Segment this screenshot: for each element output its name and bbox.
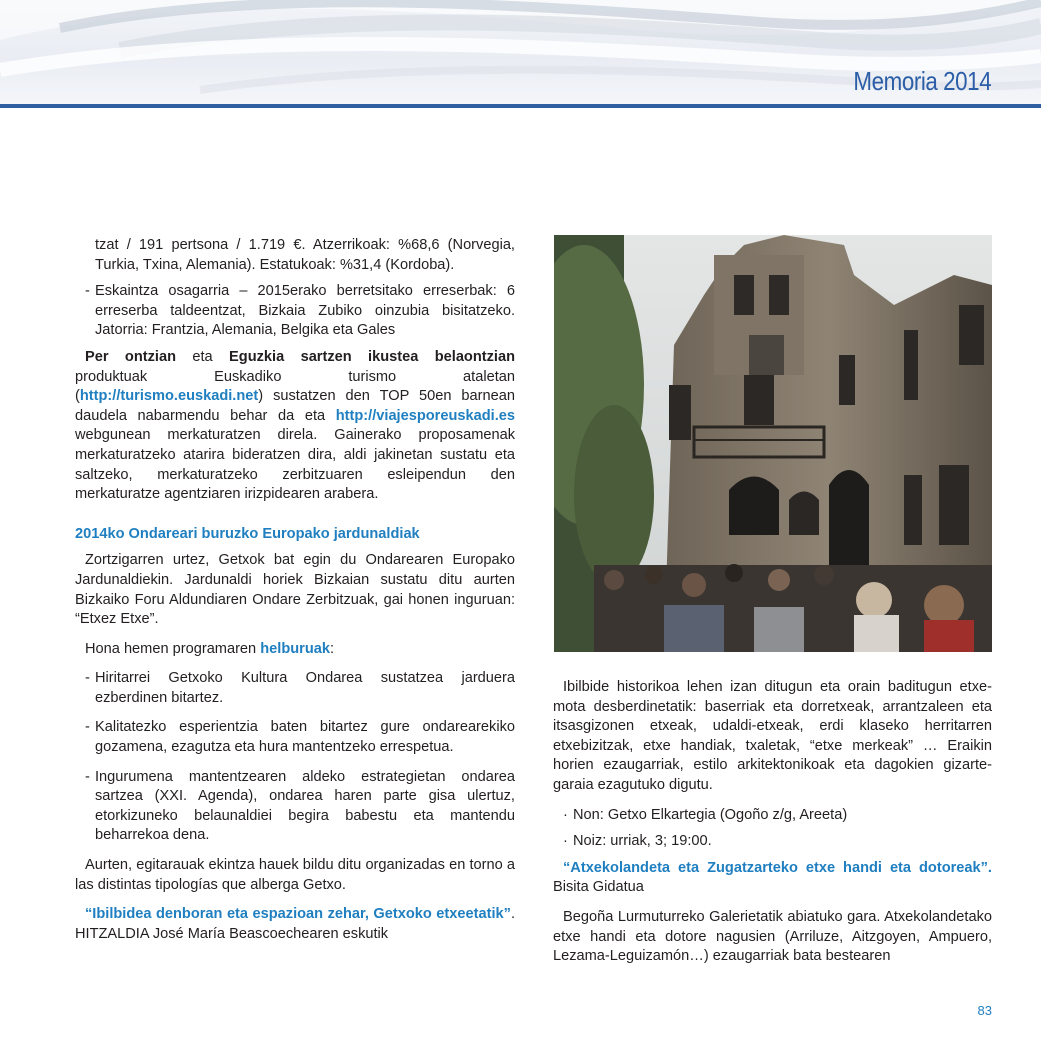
right-text-column [553, 678, 992, 967]
product-name: Per ontzian [85, 348, 176, 365]
building-photo [554, 235, 992, 652]
section-heading: 2014ko Ondareari buruzko Europako jardunaldiak [75, 525, 420, 542]
event-title: “Ibilbidea denboran eta espazioan zehar, Getxoko etxeetatik” [85, 906, 511, 923]
dot-bullet: · [563, 806, 568, 823]
highlight-term: helburuak [260, 640, 330, 657]
link-viajesporeuskadi[interactable]: http://viajesporeuskadi.es [335, 407, 515, 424]
event-title: “Atxekolandeta eta Zugatzarteko etxe handi eta dotoreak”. [563, 859, 992, 876]
list-item-continuation: tzat / 191 pertsona / 1.719 €. Atzerrikoak: %68,6 (Norvegia, Turkia, Txina, Alemania). Estatukoak: %31,4 (Kordoba). [95, 237, 515, 273]
paragraph: Aurten, egitarauak ekintza hauek bildu ditu organizadas en torno a las distintas tipologías que alberga Getxo. [75, 857, 515, 893]
list-item-text: Kalitatezko esperientzia baten bitartez gure ondarearekiko gozamena, ezagutza eta hura mantentzeko errespetua. [95, 719, 515, 756]
left-text-column [75, 236, 515, 944]
list-item-text: Noiz: urriak, 3; 19:00. [573, 833, 712, 850]
page-number: 83 [977, 1003, 992, 1018]
dash-bullet: - [85, 283, 90, 300]
list-item [75, 718, 515, 757]
list-item-text: Eskaintza osagarria – 2015erako berretsitako erreserbak: 6 erreserba taldeentzat, Bizkaia Zubiko oinzubia bisitatzeko. Jatorria: Frantzia, Alemania, Belgika eta Gales [95, 283, 515, 339]
paragraph: Ibilbide historikoa lehen izan ditugun eta orain baditugun etxe-mota desberdinetatik: baserriak eta dorretxeak, arrantzaleen eta itsasgizonen etxeak, udaldi-etxeak, erdi klaseko herritarren etxebizitzak, etxe handiak, txaletak, “etxe merkeak” … Eraikin horien ezaugarriak, estilo arkitektonikoak eta dagokien gizarte-garaia ezagutuko digutu. [553, 679, 992, 793]
text-run: Bisita Gidatua [553, 879, 644, 896]
text-run: webgunean merkaturatzen direla. Gainerako proposamenak merkaturatzeko atarira bideratzen dira, aldi jakinetan sustatu eta saltzeko, merkaturatzeko zerbitzuaren esleipendun den merkaturatze agentziaren irizpidearen arabera. [75, 427, 515, 503]
text-run: eta [175, 348, 230, 365]
dash-bullet: - [85, 719, 90, 736]
list-item [75, 768, 515, 846]
link-turismo-euskadi[interactable]: http://turismo.euskadi.net [79, 388, 259, 405]
page-header [0, 0, 1041, 108]
text-run: . HITZALDIA José María Beascoechearen eskutik [75, 906, 515, 942]
list-item-text: Hiritarrei Getxoko Kultura Ondarea sustatzea jarduera ezberdinen bitartez. [95, 670, 515, 706]
paragraph [553, 859, 992, 898]
text-run: : [329, 640, 335, 657]
list-item-text: Non: Getxo Elkartegia (Ogoño z/g, Areeta) [573, 806, 848, 823]
text-run: ) sustatzen den TOP 50en barnean daudela nabarmendu behar da eta [75, 388, 515, 424]
paragraph [75, 640, 515, 660]
list-item [553, 832, 992, 852]
list-item [75, 282, 515, 341]
paragraph: Begoña Lurmuturreko Galerietatik abiatuko gara. Atxekolandetako etxe handi eta dotore nagusien (Arriluze, Aitzgoyen, Ampuero, Lezama-Leguizamón…) ezaugarriak bata bestearen [553, 908, 992, 965]
list-item [75, 669, 515, 708]
list-item-text: Ingurumena mantentzearen aldeko estrategietan ondarea sartzea (XXI. Agenda), ondarea haren parte gisa ulertuz, etorkizuneko belaunaldiei begira babestu eta mantendu beharrekoa dena. [95, 768, 515, 844]
dash-bullet: - [85, 768, 90, 785]
paragraph [75, 348, 515, 505]
paragraph: Zortzigarren urtez, Getxok bat egin du Ondarearen Europako Jardunaldiekin. Jardunaldi horiek Bizkaian sustatu ditu aurten Bizkaiko Foru Aldundiaren Ondare Zerbitzuak, gai honen inguruan: “Etxez Etxe”. [75, 552, 515, 628]
list-item [553, 806, 992, 826]
text-run: produktuak Euskadiko turismo ataletan ( [75, 368, 515, 405]
text-run: Hona hemen programaren [85, 640, 261, 657]
publication-title: Memoria 2014 [853, 66, 991, 96]
product-name: Eguzkia sartzen ikustea belaontzian [229, 348, 516, 365]
dash-bullet: - [85, 670, 90, 687]
header-rule [0, 104, 1041, 108]
dot-bullet: · [563, 833, 568, 850]
paragraph [75, 905, 515, 944]
